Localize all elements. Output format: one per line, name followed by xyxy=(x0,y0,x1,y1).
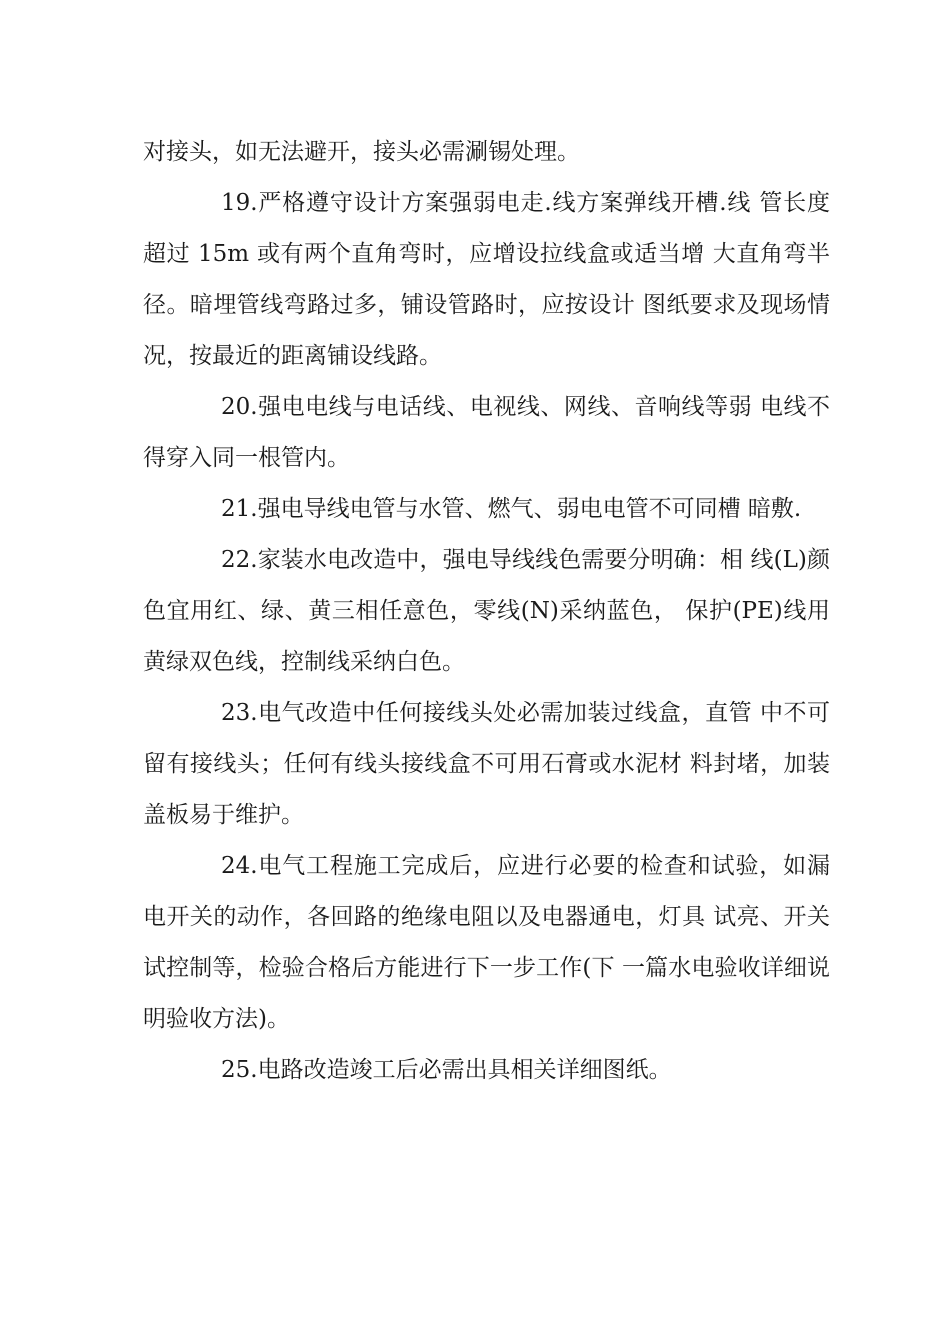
paragraph-item-23: 23.电气改造中任何接线头处必需加装过线盒，直管 中不可留有接线头；任何有线头接线盒不可用石膏或水泥材 料封堵，加装盖板易于维护。 xyxy=(143,700,830,828)
paragraph-item-24: 24.电气工程施工完成后，应进行必要的检查和试验，如漏电开关的动作，各回路的绝缘电阻以及电器通电，灯具 试亮、开关试控制等，检验合格后方能进行下一步工作(下 一篇水电验收详细说明验收方法)。 xyxy=(143,853,830,1032)
paragraph-item-20: 20.强电电线与电话线、电视线、网线、音响线等弱 电线不得穿入同一根管内。 xyxy=(143,394,830,471)
paragraph-item-25: 25.电路改造竣工后必需出具相关详细图纸。 xyxy=(221,1057,672,1083)
paragraph-item-19: 19.严格遵守设计方案强弱电走.线方案弹线开槽.线 管长度超过 15m 或有两个直角弯时，应增设拉线盒或适当增 大直角弯半径。暗埋管线弯路过多，铺设管路时，应按设计 图纸要求及现场情况，按最近的距离铺设线路。 xyxy=(143,190,830,369)
paragraph-item-22: 22.家装水电改造中，强电导线线色需要分明确：相 线(L)颜色宜用红、绿、黄三相任意色，零线(N)采纳蓝色， 保护(PE)线用黄绿双色线，控制线采纳白色。 xyxy=(143,547,830,675)
document-body xyxy=(143,127,830,1096)
paragraph-item-21: 21.强电导线电管与水管、燃气、弱电电管不可同槽 暗敷. xyxy=(221,496,802,522)
paragraph-continuation: 对接头，如无法避开，接头必需涮锡处理。 xyxy=(143,139,580,165)
